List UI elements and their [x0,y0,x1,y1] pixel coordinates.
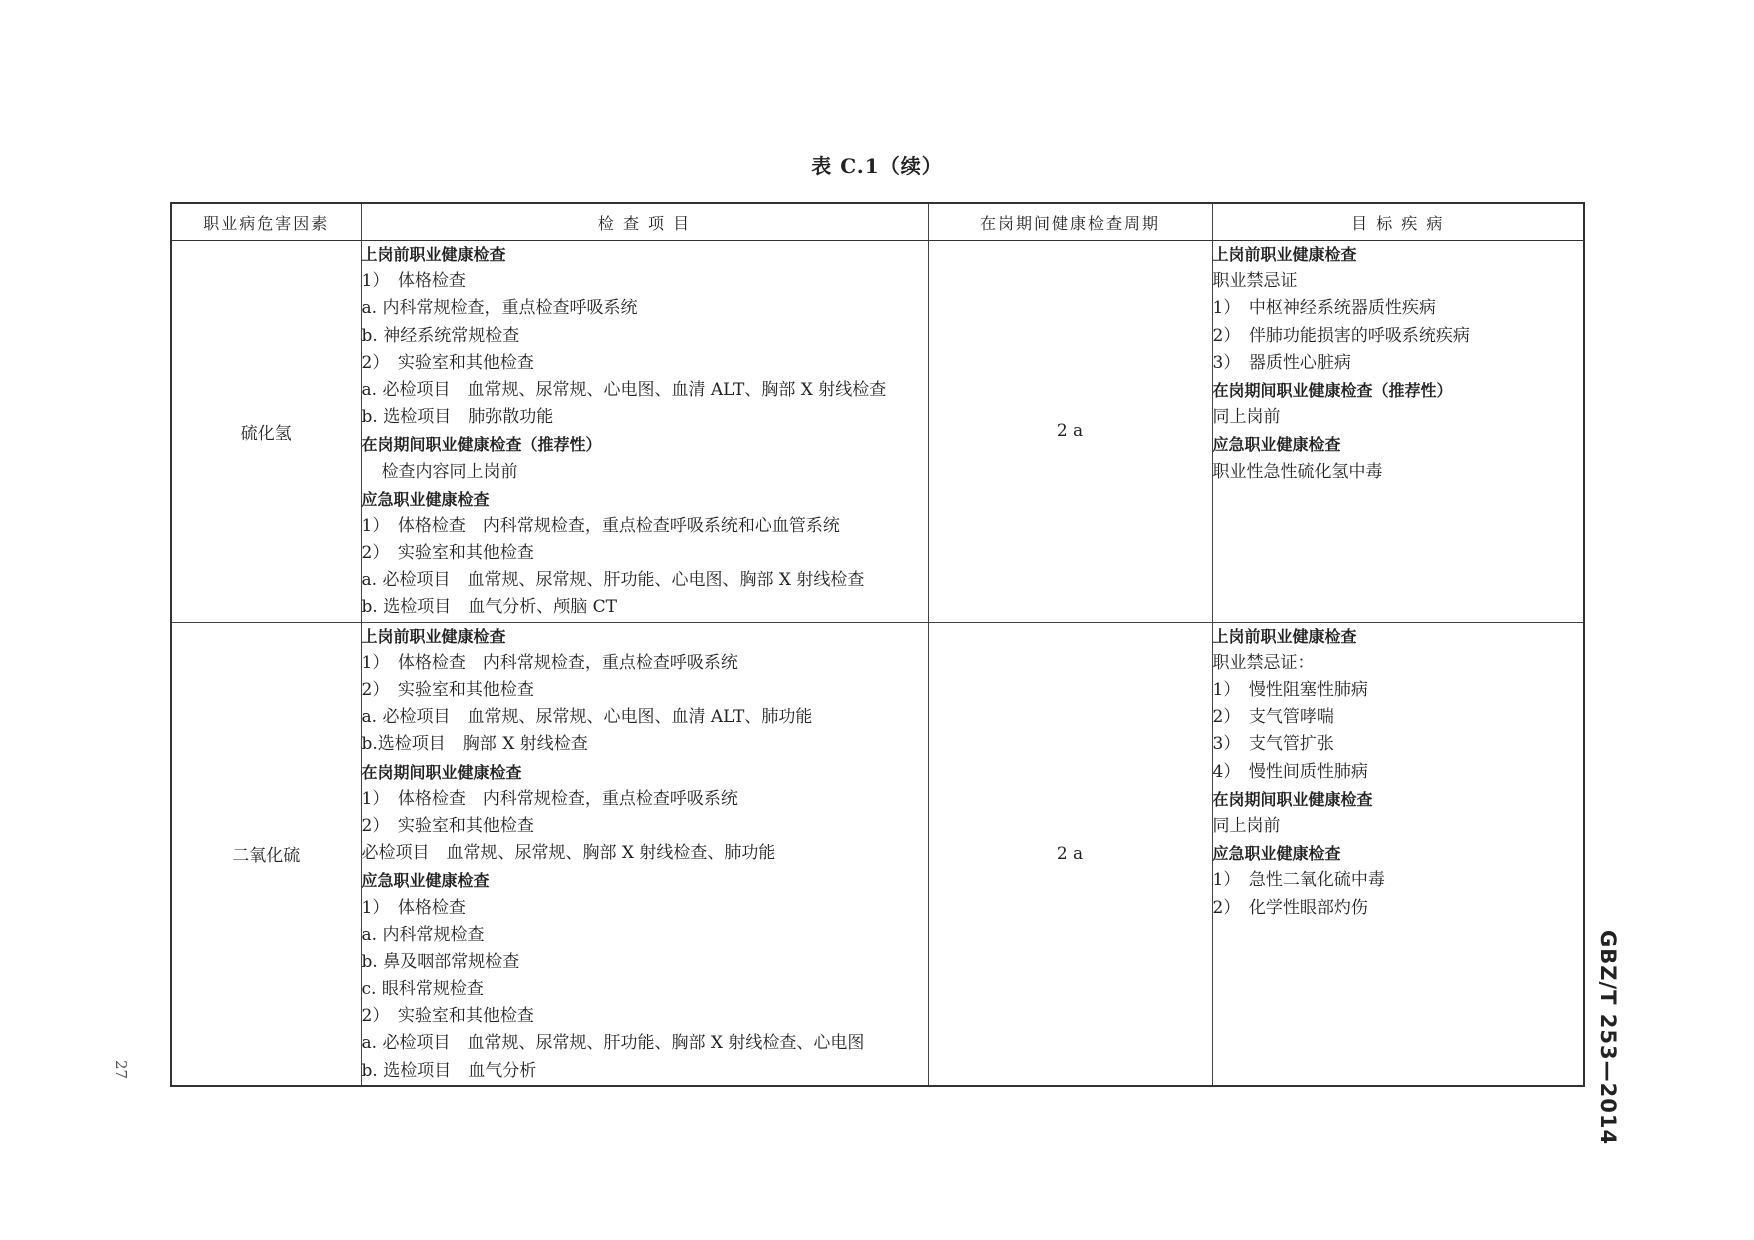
standard-code: GBZ/T 253—2014 [1596,930,1620,1146]
header-targets: 目 标 疾 病 [1212,203,1584,241]
header-period: 在岗期间健康检查周期 [928,203,1212,241]
section-heading: 应急职业健康检查 [1212,435,1341,455]
check-items-cell [361,622,928,1086]
section-heading: 应急职业健康检查 [1212,844,1341,864]
check-item-line: a. 必检项目 血常规、尿常规、肝功能、胸部 X 射线检查、心电图 [361,1033,865,1054]
check-period-cell: 2 a [928,622,1212,1086]
section-heading: 在岗期间职业健康检查（推荐性） [1212,380,1453,400]
section-heading: 在岗期间职业健康检查 [361,762,522,782]
check-item-line: a. 内科常规检查，重点检查呼吸系统 [361,298,638,319]
section-heading: 应急职业健康检查 [361,871,490,891]
section-heading: 上岗前职业健康检查 [361,626,506,646]
target-disease-line: 2） 化学性眼部灼伤 [1212,897,1368,918]
section-heading: 上岗前职业健康检查 [361,245,506,264]
header-items: 检 查 项 目 [361,203,928,241]
hazard-factor-cell: 二氧化硫 [171,622,361,1086]
page-number: 27 [112,1060,130,1080]
table-title: 表 C.1（续） [811,154,943,178]
header-factor: 职业病危害因素 [171,203,361,241]
check-item-line: a. 内科常规检查 [361,924,485,945]
header-row [171,203,1584,241]
table-row [171,622,1584,1086]
target-disease-line: 同上岗前 [1212,407,1281,428]
target-disease-line: 4） 慢性间质性肺病 [1212,761,1368,782]
check-item-line: 2） 实验室和其他检查 [361,543,534,564]
health-check-table [170,202,1585,1087]
target-disease-line: 2） 伴肺功能损害的呼吸系统疾病 [1212,325,1470,346]
target-disease-line: 3） 支气管扩张 [1212,734,1334,755]
check-item-line: 必检项目 血常规、尿常规、胸部 X 射线检查、肺功能 [361,843,776,864]
target-disease-cell [1212,241,1584,623]
check-item-line: b. 选检项目 血气分析 [361,1060,537,1081]
section-heading: 上岗前职业健康检查 [1212,245,1357,264]
check-item-line: a. 必检项目 血常规、尿常规、心电图、血清 ALT、胸部 X 射线检查 [361,379,887,400]
check-item-line: b.选检项目 胸部 X 射线检查 [361,734,588,755]
target-disease-line: 1） 中枢神经系统器质性疾病 [1212,298,1436,319]
target-disease-line: 同上岗前 [1212,815,1281,836]
hazard-factor-cell: 硫化氢 [171,241,361,623]
check-item-line: 1） 体格检查 内科常规检查，重点检查呼吸系统和心血管系统 [361,515,840,536]
target-disease-line: 3） 器质性心脏病 [1212,352,1351,373]
section-heading: 上岗前职业健康检查 [1212,626,1357,646]
section-heading: 在岗期间职业健康检查 [1212,789,1373,809]
check-item-line: b. 选检项目 血气分析、颅脑 CT [361,597,617,618]
section-heading: 应急职业健康检查 [361,489,490,509]
target-disease-line: 职业性急性硫化氢中毒 [1212,461,1383,482]
check-item-line: b. 神经系统常规检查 [361,325,520,346]
check-item-line: 2） 实验室和其他检查 [361,1006,534,1027]
check-item-line: 2） 实验室和其他检查 [361,352,534,373]
target-disease-line: 2） 支气管哮喘 [1212,707,1334,728]
check-item-line: 1） 体格检查 内科常规检查，重点检查呼吸系统 [361,788,738,809]
check-item-line: a. 必检项目 血常规、尿常规、肝功能、心电图、胸部 X 射线检查 [361,570,865,591]
check-item-line: 1） 体格检查 [361,271,466,292]
check-item-line: 2） 实验室和其他检查 [361,815,534,836]
check-item-line: b. 选检项目 肺弥散功能 [361,407,554,428]
check-item-line: 检查内容同上岗前 [381,461,518,482]
target-disease-line: 1） 急性二氧化硫中毒 [1212,870,1385,891]
target-disease-cell [1212,622,1584,1086]
check-items-cell [361,241,928,623]
check-item-line: 2） 实验室和其他检查 [361,680,534,700]
target-disease-line: 职业禁忌证 [1212,271,1298,292]
target-disease-line: 职业禁忌证： [1212,652,1315,673]
check-period-cell: 2 a [928,241,1212,623]
table-row [171,241,1584,623]
check-item-line: a. 必检项目 血常规、尿常规、心电图、血清 ALT、肺功能 [361,707,813,728]
section-heading: 在岗期间职业健康检查（推荐性） [361,435,602,455]
check-item-line: b. 鼻及咽部常规检查 [361,951,520,972]
target-disease-line: 1） 慢性阻塞性肺病 [1212,680,1368,700]
check-item-line: 1） 体格检查 [361,897,466,918]
check-item-line: c. 眼科常规检查 [361,979,484,1000]
check-item-line: 1） 体格检查 内科常规检查，重点检查呼吸系统 [361,652,738,673]
